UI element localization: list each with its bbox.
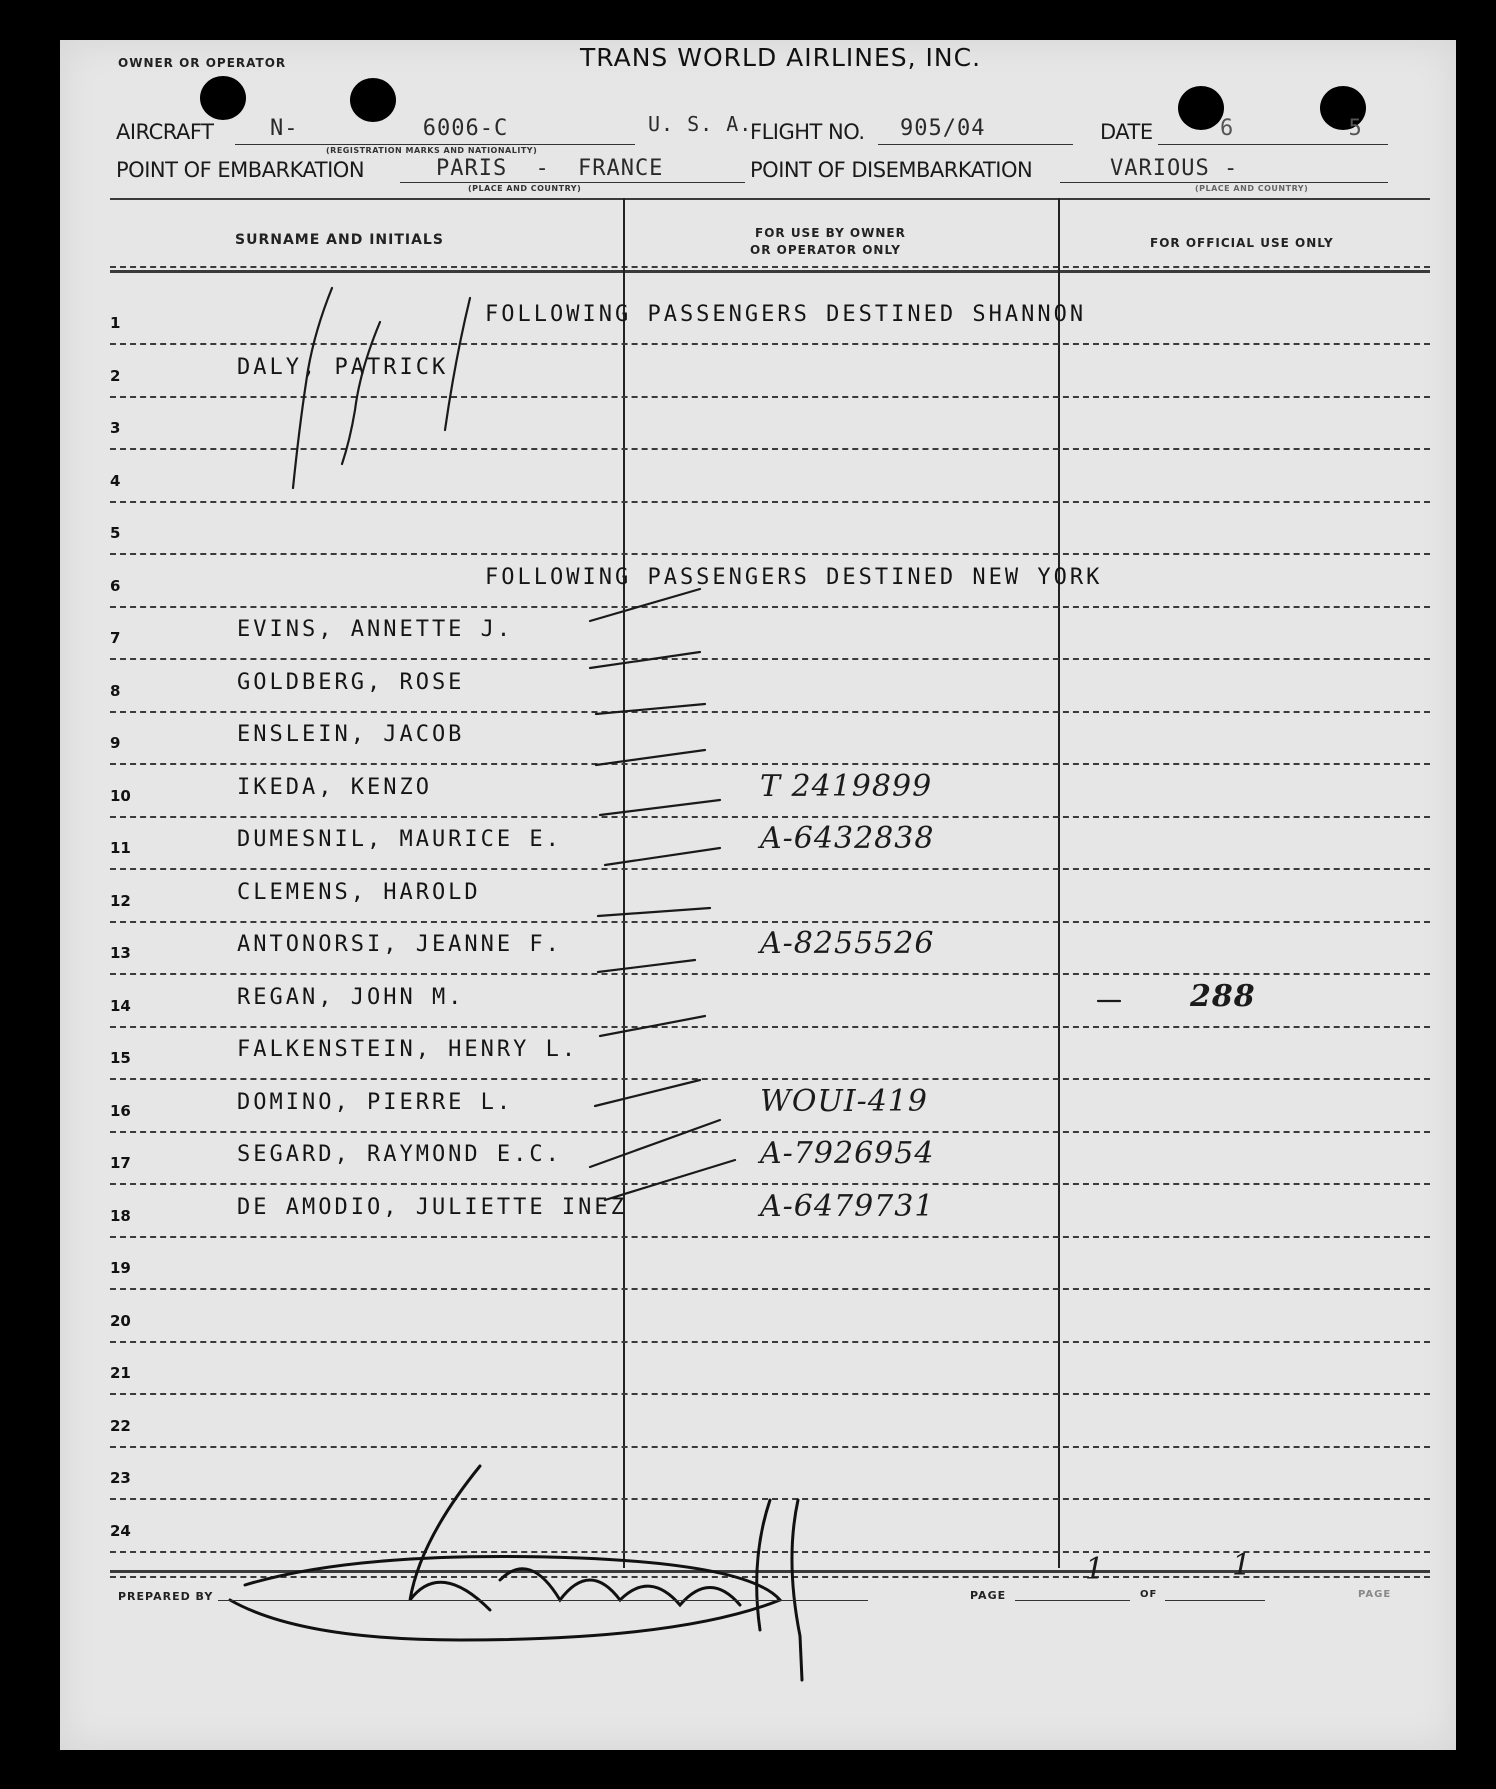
row-number: 13: [110, 944, 131, 962]
row-number: 9: [110, 734, 121, 752]
destination-heading: FOLLOWING PASSENGERS DESTINED NEW YORK: [485, 564, 1103, 590]
handwritten-marks: [60, 40, 1456, 1750]
embarkation-label: POINT OF EMBARKATION: [116, 158, 365, 182]
row-number: 3: [110, 419, 121, 437]
header-surname: SURNAME AND INITIALS: [235, 232, 444, 248]
passenger-name: SEGARD, RAYMOND E.C.: [237, 1142, 562, 1167]
row-number: 1: [110, 314, 121, 332]
owner-use-entry: WOUI-419: [760, 1083, 928, 1119]
passenger-name: EVINS, ANNETTE J.: [237, 617, 514, 642]
row-number: 22: [110, 1416, 131, 1435]
manifest-page: [60, 40, 1456, 1750]
row-number: 21: [110, 1364, 131, 1382]
row-number: 5: [110, 524, 121, 542]
passenger-name: DOMINO, PIERRE L.: [237, 1089, 514, 1115]
prepared-by-label: PREPARED BY: [118, 1590, 214, 1603]
row-number: 20: [110, 1311, 131, 1330]
row-number: 2: [110, 366, 121, 385]
row-number: 7: [110, 629, 121, 647]
registration-note: (REGISTRATION MARKS AND NATIONALITY): [326, 146, 538, 155]
row-number: 16: [110, 1101, 131, 1120]
row-number: 6: [110, 576, 121, 595]
row-number: 14: [110, 996, 131, 1015]
header-official-use: FOR OFFICIAL USE ONLY: [1150, 236, 1334, 250]
official-use-entry: 288: [1190, 978, 1256, 1014]
row-number: 17: [110, 1154, 131, 1172]
owner-use-entry: A-6432838: [760, 821, 935, 856]
flight-label: FLIGHT NO.: [750, 120, 865, 144]
row-number: 23: [110, 1469, 131, 1487]
row-number: 15: [110, 1049, 131, 1067]
row-number: 10: [110, 786, 131, 805]
row-number: 24: [110, 1521, 131, 1540]
row-number: 12: [110, 891, 131, 910]
of-label: OF: [1140, 1589, 1158, 1600]
header-owner-use-2: OR OPERATOR ONLY: [750, 243, 901, 257]
flight-value: 905/04: [900, 116, 986, 141]
passenger-name: ENSLEIN, JACOB: [237, 722, 465, 747]
passenger-name: DUMESNIL, MAURICE E.: [237, 827, 562, 852]
passenger-name: FALKENSTEIN, HENRY L.: [237, 1037, 579, 1062]
passenger-name: DALY, PATRICK: [237, 354, 449, 380]
airline-title: TRANS WORLD AIRLINES, INC.: [580, 43, 982, 72]
owner-use-entry: A-7926954: [760, 1136, 935, 1171]
page-value: 1: [1085, 1552, 1106, 1587]
disembarkation-value: VARIOUS -: [1110, 156, 1239, 181]
destination-heading: FOLLOWING PASSENGERS DESTINED SHANNON: [485, 302, 1087, 327]
place-note-2: (PLACE AND COUNTRY): [1195, 184, 1309, 193]
owner-use-entry: A-6479731: [760, 1188, 935, 1224]
date-label: DATE: [1100, 120, 1153, 144]
owner-use-entry: T 2419899: [760, 768, 933, 804]
row-number: 4: [110, 471, 121, 490]
passenger-name: DE AMODIO, JULIETTE INEZ: [237, 1194, 627, 1220]
row-number: 18: [110, 1206, 131, 1225]
page-label: PAGE: [970, 1589, 1007, 1602]
of-value: 1: [1232, 1548, 1253, 1583]
passenger-name: CLEMENS, HAROLD: [237, 879, 481, 905]
row-number: 8: [110, 681, 121, 700]
row-number: 11: [110, 839, 131, 857]
embarkation-value: PARIS - FRANCE: [436, 156, 664, 181]
owner-use-entry: A-8255526: [760, 926, 935, 961]
aircraft-value: N- 6006-C: [270, 116, 509, 141]
passenger-name: REGAN, JOHN M.: [237, 984, 465, 1010]
date-value: 6 5: [1220, 116, 1363, 141]
row-number: 19: [110, 1259, 131, 1277]
aircraft-label: AIRCRAFT: [116, 120, 214, 144]
passenger-name: IKEDA, KENZO: [237, 774, 432, 800]
header-owner-use-1: FOR USE BY OWNER: [755, 226, 906, 240]
page-right-label: PAGE: [1358, 1589, 1392, 1600]
nationality-value: U. S. A.: [648, 112, 753, 136]
passenger-name: GOLDBERG, ROSE: [237, 669, 465, 695]
owner-label: OWNER OR OPERATOR: [118, 56, 287, 70]
place-note-1: (PLACE AND COUNTRY): [468, 184, 582, 193]
passenger-name: ANTONORSI, JEANNE F.: [237, 932, 562, 957]
disembarkation-label: POINT OF DISEMBARKATION: [750, 158, 1033, 182]
